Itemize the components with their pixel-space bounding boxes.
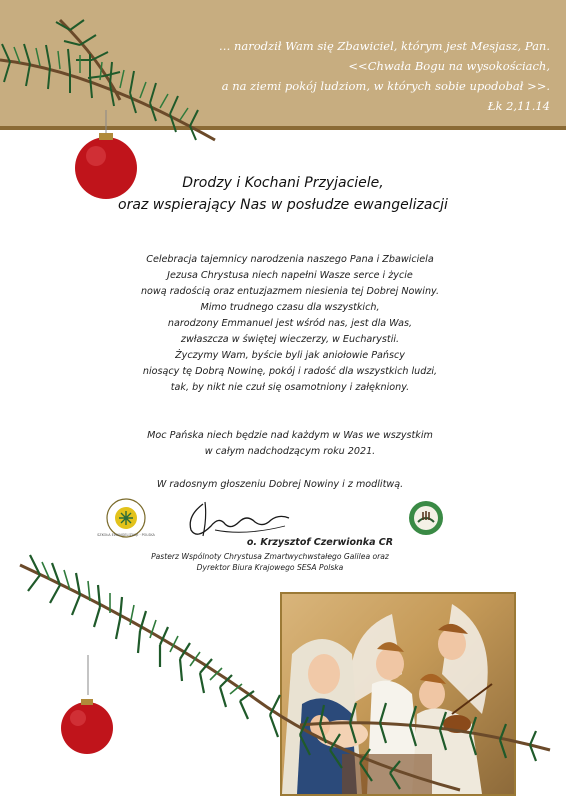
closing-line: W radosnym głoszeniu Dobrej Nowiny i z modlitwą. (156, 479, 404, 490)
signatory-name: o. Krzysztof Czerwionka CR (246, 537, 394, 548)
text-line: Jezusa Chrystusa niech napełni Wasze serce i życie (167, 270, 413, 281)
galilea-seal-icon (408, 500, 444, 536)
text-line: tak, by nikt nie czuł się osamotniony i załękniony. (170, 382, 410, 393)
greeting-line: oraz wspierający Nas w posłudze ewangelizacji (118, 197, 448, 213)
seal-caption: SZKOŁA EWANGELIZACJI · POLSKA (97, 533, 155, 537)
letter-paragraph (110, 252, 470, 396)
text-line: Mimo trudnego czasu dla wszystkich, (200, 302, 380, 313)
pine-branch-bottom-icon (0, 545, 566, 800)
text-line: Celebracja tajemnicy narodzenia naszego Pana i Zbawiciela (146, 254, 434, 265)
text-line: niosący tę Dobrą Nowinę, pokój i radość dla wszystkich ludzi, (142, 366, 438, 377)
text-line: zwłaszcza w świętej wieczerzy, w Eucharystii. (180, 334, 400, 345)
handwritten-signature (185, 496, 295, 542)
quote-line: <<Chwała Bogu na wysokościach, (348, 59, 550, 73)
quote-line: … narodził Wam się Zbawiciel, którym jest Mesjasz, Pan. (218, 39, 550, 53)
role-line: Pasterz Wspólnoty Chrystusa Zmartwychwstałego Galilea oraz (151, 552, 389, 561)
greeting-heading (0, 172, 566, 216)
text-line: Życzymy Wam, byście byli jak aniołowie Pańscy (175, 350, 405, 361)
greeting-line: Drodzy i Kochani Przyjaciele, (182, 175, 384, 191)
text-line: Moc Pańska niech będzie nad każdym w Was we wszystkim (147, 430, 433, 441)
quote-reference: Łk 2,11.14 (487, 99, 550, 113)
text-line: w całym nadchodzącym roku 2021. (204, 446, 376, 457)
quote-line: a na ziemi pokój ludziom, w których sobie upodobał >>. (221, 79, 550, 93)
letter-paragraph (110, 428, 470, 460)
text-line: narodzony Emmanuel jest wśród nas, jest dla Was, (167, 318, 413, 329)
text-line: nową radością oraz entuzjazmem niesienia tej Dobrej Nowiny. (140, 286, 440, 297)
sesa-seal-icon (97, 497, 155, 539)
role-line: Dyrektor Biura Krajowego SESA Polska (196, 563, 344, 572)
